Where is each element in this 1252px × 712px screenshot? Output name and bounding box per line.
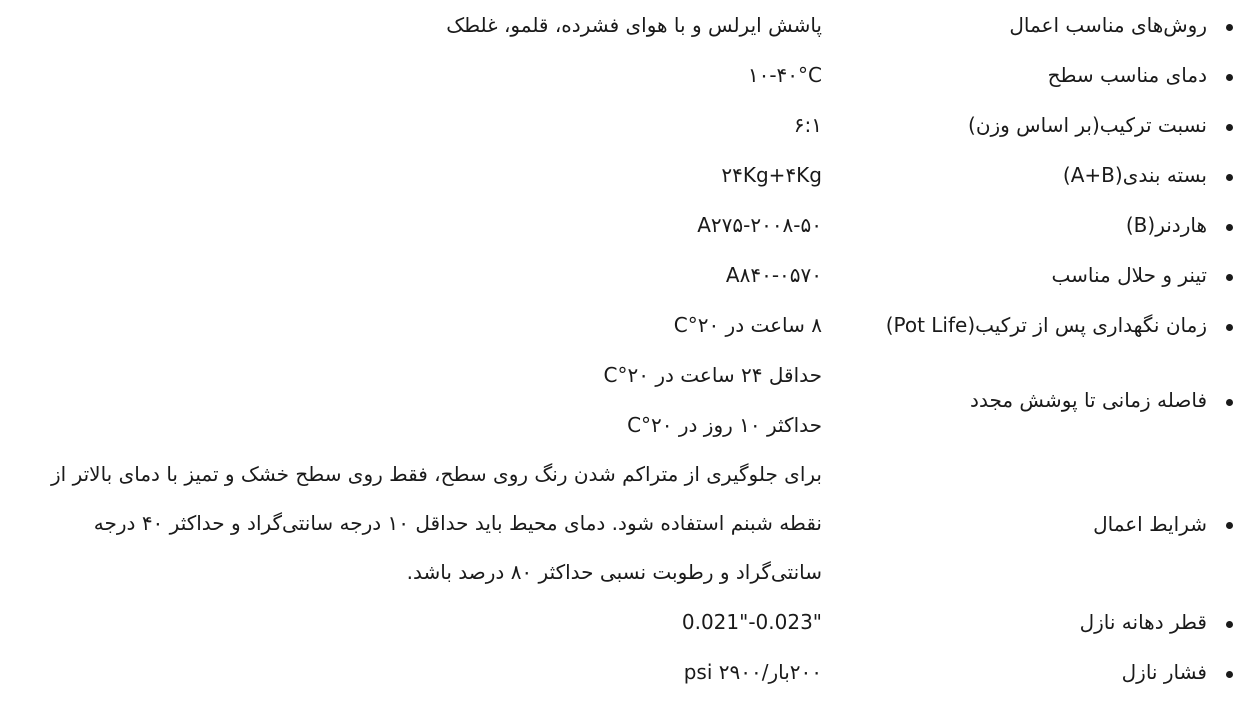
recoat-min-value: حداقل ۲۴ ساعت در ۲۰°C bbox=[603, 363, 822, 387]
spec-value bbox=[0, 450, 822, 597]
spec-label: فاصله زمانی تا پوشش مجدد bbox=[970, 388, 1207, 412]
spec-row-mix-ratio bbox=[0, 100, 1252, 150]
spec-label: قطر دهانه نازل bbox=[1079, 610, 1207, 634]
spec-value: پاشش ایرلس و با هوای فشرده، قلمو، غلطک bbox=[446, 13, 822, 37]
spec-label: شرایط اعمال bbox=[1093, 511, 1207, 536]
spec-label: بسته بندی(A+B) bbox=[1062, 163, 1207, 187]
spec-value: ۸ ساعت در ۲۰°C bbox=[673, 313, 822, 337]
spec-value: ۱۰-۴۰°C bbox=[747, 63, 822, 87]
recoat-max-value: حداکثر ۱۰ روز در ۲۰°C bbox=[627, 413, 822, 437]
spec-label: زمان نگهداری پس از ترکیب(Pot Life) bbox=[885, 313, 1207, 337]
bullet-icon bbox=[1226, 224, 1233, 231]
bullet-icon bbox=[1226, 621, 1233, 628]
bullet-icon bbox=[1226, 671, 1233, 678]
spec-label: دمای مناسب سطح bbox=[1047, 63, 1207, 87]
spec-row-pot-life bbox=[0, 300, 1252, 350]
spec-row-recoat-interval bbox=[0, 350, 1252, 450]
nozzle-diameter-value: 0.021"-0.023" bbox=[681, 610, 822, 634]
bullet-icon bbox=[1226, 399, 1233, 406]
spec-label: نسبت ترکیب(بر اساس وزن) bbox=[968, 113, 1207, 137]
spec-row-hardener bbox=[0, 200, 1252, 250]
spec-row-packaging bbox=[0, 150, 1252, 200]
application-conditions-text: برای جلوگیری از متراکم شدن رنگ روی سطح، فقط روی سطح خشک و تمیز با دمای بالاتر از نقطه شبنم استفاده شود. دمای محیط باید حداقل ۱۰ درجه سانتی‌گراد و حداکثر ۴۰ درجه سانتی‌گراد و رطوبت نسبی حداکثر ۸۰ درصد باشد. bbox=[51, 462, 822, 584]
spec-label: فشار نازل bbox=[1121, 660, 1207, 684]
spec-row-thinner bbox=[0, 250, 1252, 300]
spec-value: ۲۰۰بار/۲۹۰۰ psi bbox=[683, 660, 822, 684]
spec-value: ۲۴Kg+۴Kg bbox=[721, 163, 822, 187]
bullet-icon bbox=[1226, 274, 1233, 281]
spec-label: روش‌های مناسب اعمال bbox=[1009, 13, 1207, 37]
spec-row-application-conditions bbox=[0, 450, 1252, 597]
spec-value bbox=[0, 350, 822, 450]
bullet-icon bbox=[1226, 324, 1233, 331]
spec-row-surface-temperature bbox=[0, 50, 1252, 100]
bullet-icon bbox=[1226, 522, 1233, 529]
bullet-icon bbox=[1226, 24, 1233, 31]
spec-value bbox=[0, 597, 822, 647]
spec-value: A۲۷۵-۲۰۰۸-۵۰ bbox=[697, 213, 822, 237]
bullet-icon bbox=[1226, 74, 1233, 81]
spec-value: A۸۴۰-۰۵۷۰ bbox=[725, 263, 822, 287]
bullet-icon bbox=[1226, 174, 1233, 181]
spec-row-application-methods bbox=[0, 0, 1252, 50]
spec-label: هاردنر(B) bbox=[1125, 213, 1207, 237]
bullet-icon bbox=[1226, 124, 1233, 131]
spec-row-nozzle-pressure bbox=[0, 647, 1252, 697]
spec-value: ۶:۱ bbox=[793, 113, 822, 137]
spec-label: تینر و حلال مناسب bbox=[1051, 263, 1207, 287]
spec-row-nozzle-diameter bbox=[0, 597, 1252, 647]
